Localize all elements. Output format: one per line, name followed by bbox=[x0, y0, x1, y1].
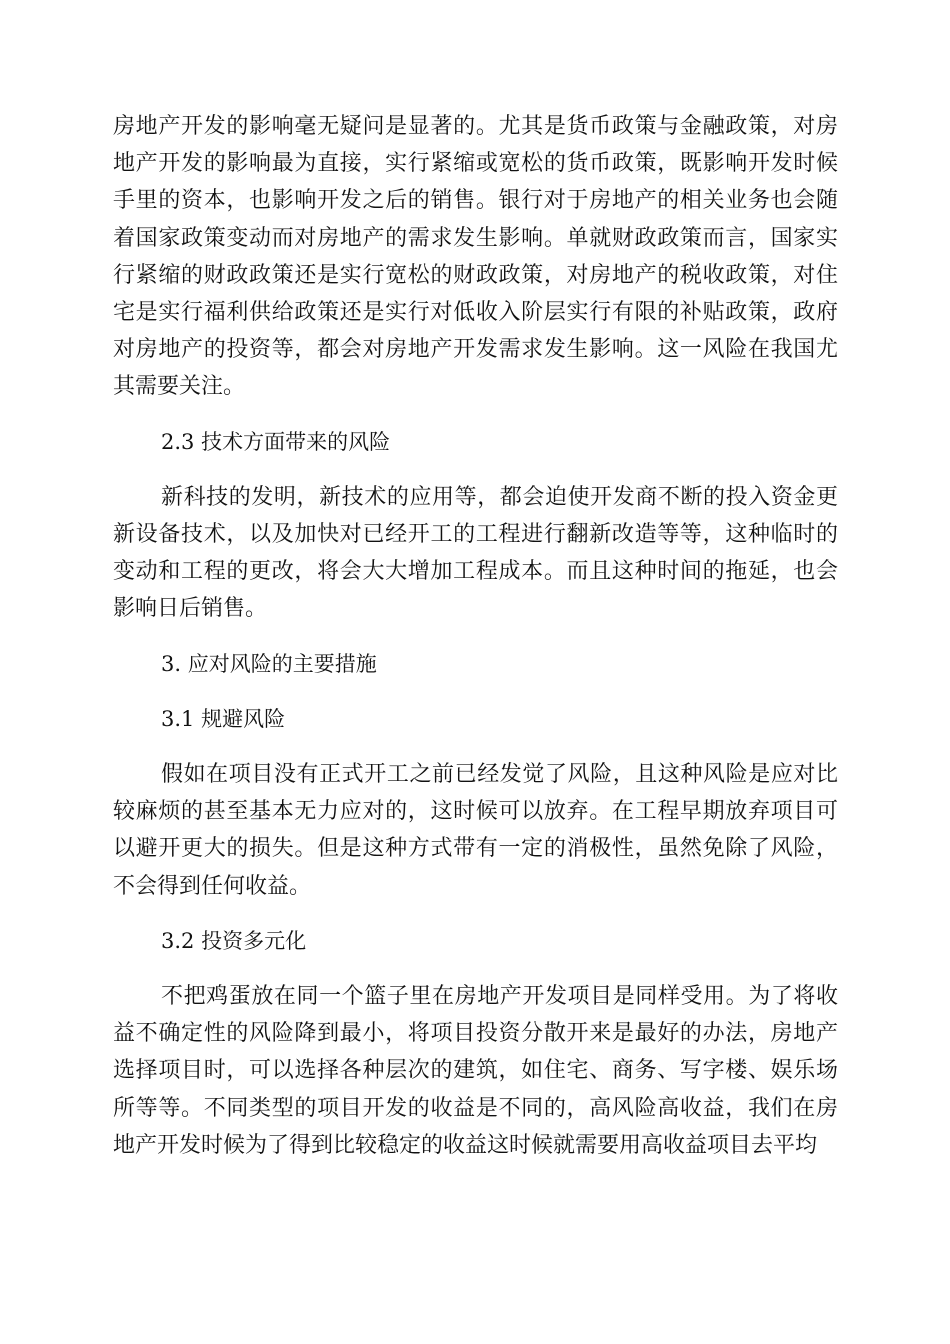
section-heading: 3.1 规避风险 bbox=[161, 706, 286, 731]
section-heading: 2.3 技术方面带来的风险 bbox=[161, 429, 391, 454]
body-paragraph: 假如在项目没有正式开工之前已经发觉了风险，且这种风险是应对比较麻烦的甚至基本无力应对的，这时候可以放弃。在工程早期放弃项目可以避开更大的损失。但是这种方式带有一定的消极性，虽然免除了风险，不会得到任何收益。 bbox=[113, 762, 838, 899]
document-page bbox=[113, 108, 838, 1164]
body-paragraph: 不把鸡蛋放在同一个篮子里在房地产开发项目是同样受用。为了将收益不确定性的风险降到最小，将项目投资分散开来是最好的办法，房地产选择项目时，可以选择各种层次的建筑，如住宅、商务、写字楼、娱乐场所等等。不同类型的项目开发的收益是不同的，高风险高收益，我们在房地产开发时候为了得到比较稳定的收益这时候就需要用高收益项目去平均 bbox=[113, 984, 838, 1158]
body-paragraph: 新科技的发明，新技术的应用等，都会迫使开发商不断的投入资金更新设备技术，以及加快对已经开工的工程进行翻新改造等等，这种临时的变动和工程的更改，将会大大增加工程成本。而且这种时间的拖延，也会影响日后销售。 bbox=[113, 484, 838, 622]
body-paragraph: 房地产开发的影响毫无疑问是显著的。尤其是货币政策与金融政策，对房地产开发的影响最为直接，实行紧缩或宽松的货币政策，既影响开发时候手里的资本，也影响开发之后的销售。银行对于房地产的相关业务也会随着国家政策变动而对房地产的需求发生影响。单就财政政策而言，国家实行紧缩的财政政策还是实行宽松的财政政策，对房地产的税收政策，对住宅是实行福利供给政策还是实行对低收入阶层实行有限的补贴政策，政府对房地产的投资等，都会对房地产开发需求发生影响。这一风险在我国尤其需要关注。 bbox=[113, 114, 838, 400]
section-heading: 3.2 投资多元化 bbox=[161, 928, 307, 953]
section-heading: 3. 应对风险的主要措施 bbox=[161, 651, 377, 676]
